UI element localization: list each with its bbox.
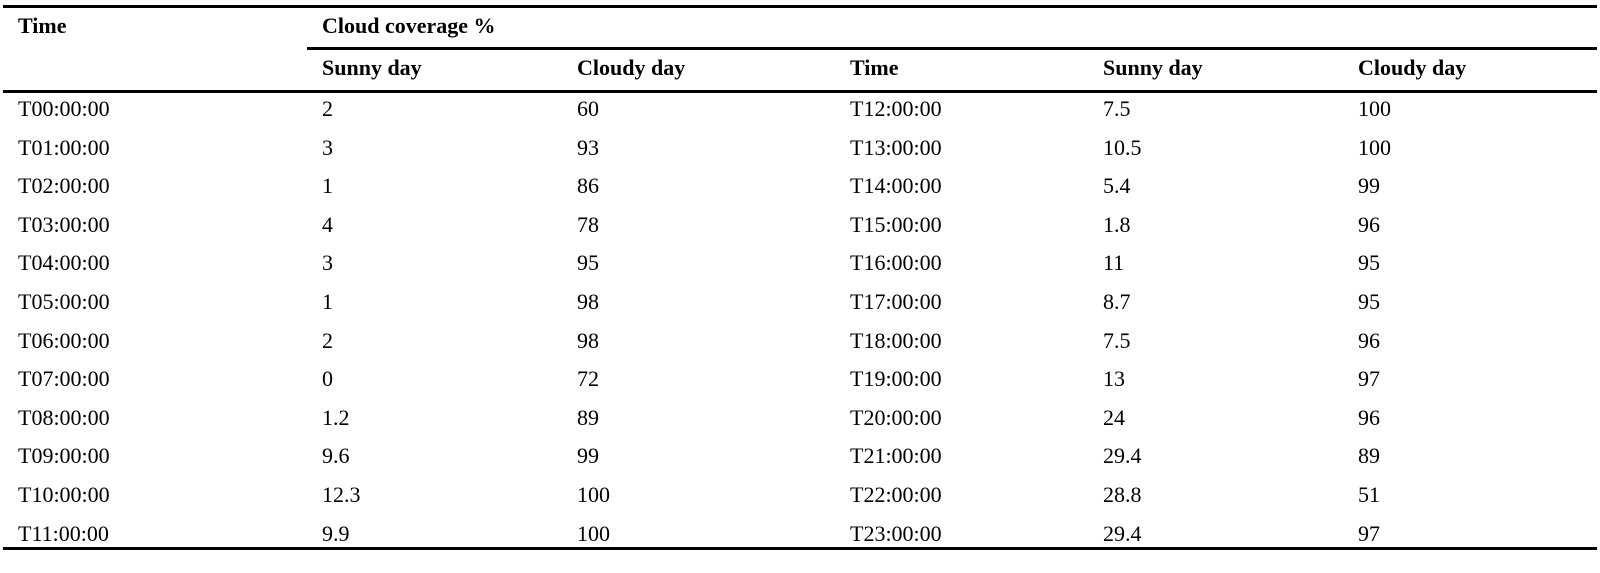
cell-time-left: T03:00:00 [18,211,110,237]
cell-cloudy-right: 96 [1358,404,1380,430]
header-time-right: Time [850,55,899,80]
cell-time-right: T22:00:00 [850,481,942,507]
cell-cloudy-right: 95 [1358,288,1380,314]
cell-sunny-right: 24 [1103,404,1125,430]
cell-cloudy-left: 100 [577,520,610,546]
table-row [3,405,1597,444]
cell-sunny-left: 0 [322,366,333,392]
cell-sunny-right: 8.7 [1103,288,1131,314]
table-row [3,521,1597,560]
cell-sunny-right: 5.4 [1103,173,1131,199]
cell-cloudy-right: 100 [1358,96,1391,121]
cell-time-left: T07:00:00 [18,366,110,392]
cell-time-left: T08:00:00 [18,404,110,430]
table-row [3,482,1597,521]
cell-cloudy-right: 96 [1358,327,1380,353]
cell-time-left: T00:00:00 [18,96,110,121]
top-rule [3,5,1597,8]
cell-sunny-right: 29.4 [1103,520,1142,546]
cell-cloudy-left: 86 [577,173,599,199]
cell-cloudy-left: 78 [577,211,599,237]
cell-sunny-right: 1.8 [1103,211,1131,237]
cell-sunny-left: 9.9 [322,520,350,546]
cell-time-left: T06:00:00 [18,327,110,353]
cell-time-left: T09:00:00 [18,443,110,469]
cell-time-left: T05:00:00 [18,288,110,314]
cell-time-right: T14:00:00 [850,173,942,199]
header-cloud-coverage: Cloud coverage % [322,13,496,38]
table-row [3,366,1597,405]
table-row [3,328,1597,367]
cell-sunny-right: 28.8 [1103,481,1142,507]
table-row [3,135,1597,174]
cell-time-left: T02:00:00 [18,173,110,199]
cell-time-left: T10:00:00 [18,481,110,507]
cell-cloudy-left: 89 [577,404,599,430]
cell-sunny-right: 7.5 [1103,96,1131,121]
table-body [3,96,1597,559]
cell-sunny-right: 7.5 [1103,327,1131,353]
cell-time-left: T01:00:00 [18,134,110,160]
cell-time-right: T23:00:00 [850,520,942,546]
cell-sunny-right: 11 [1103,250,1125,276]
cell-time-right: T21:00:00 [850,443,942,469]
cell-sunny-right: 10.5 [1103,134,1142,160]
table-row [3,443,1597,482]
cell-cloudy-left: 98 [577,327,599,353]
table-row [3,173,1597,212]
cell-time-right: T19:00:00 [850,366,942,392]
header-time: Time [18,13,67,38]
cell-cloudy-right: 99 [1358,173,1380,199]
cell-cloudy-right: 97 [1358,366,1380,392]
cell-sunny-left: 4 [322,211,333,237]
cell-cloudy-right: 95 [1358,250,1380,276]
cell-cloudy-right: 89 [1358,443,1380,469]
cell-time-right: T17:00:00 [850,288,942,314]
cell-sunny-left: 2 [322,327,333,353]
cell-time-left: T11:00:00 [18,520,109,546]
group-header-rule [307,47,1597,50]
cell-time-right: T15:00:00 [850,211,942,237]
cell-sunny-left: 1 [322,288,333,314]
cell-time-right: T20:00:00 [850,404,942,430]
header-sunny-day-right: Sunny day [1103,55,1203,80]
cell-time-right: T18:00:00 [850,327,942,353]
cell-sunny-right: 13 [1103,366,1125,392]
header-bottom-rule [3,90,1597,93]
header-cloudy-day-left: Cloudy day [577,55,686,80]
cell-time-right: T12:00:00 [850,96,942,121]
table-row [3,289,1597,328]
cell-cloudy-right: 100 [1358,134,1391,160]
cell-cloudy-left: 98 [577,288,599,314]
cell-sunny-left: 3 [322,134,333,160]
cell-sunny-left: 12.3 [322,481,361,507]
cell-cloudy-left: 100 [577,481,610,507]
header-sunny-day-left: Sunny day [322,55,422,80]
cell-sunny-left: 3 [322,250,333,276]
cell-sunny-left: 9.6 [322,443,350,469]
cell-cloudy-left: 93 [577,134,599,160]
cell-cloudy-right: 51 [1358,481,1380,507]
bottom-rule [3,547,1597,550]
cell-time-left: T04:00:00 [18,250,110,276]
cell-time-right: T13:00:00 [850,134,942,160]
cell-sunny-left: 2 [322,96,333,121]
table-row [3,96,1597,135]
table-row [3,250,1597,289]
cell-sunny-right: 29.4 [1103,443,1142,469]
cell-cloudy-left: 95 [577,250,599,276]
cell-cloudy-right: 97 [1358,520,1380,546]
cell-time-right: T16:00:00 [850,250,942,276]
cell-sunny-left: 1.2 [322,404,350,430]
cell-cloudy-left: 72 [577,366,599,392]
cell-cloudy-right: 96 [1358,211,1380,237]
header-cloudy-day-right: Cloudy day [1358,55,1467,80]
cell-sunny-left: 1 [322,173,333,199]
table-row [3,212,1597,251]
cell-cloudy-left: 60 [577,96,599,121]
cell-cloudy-left: 99 [577,443,599,469]
